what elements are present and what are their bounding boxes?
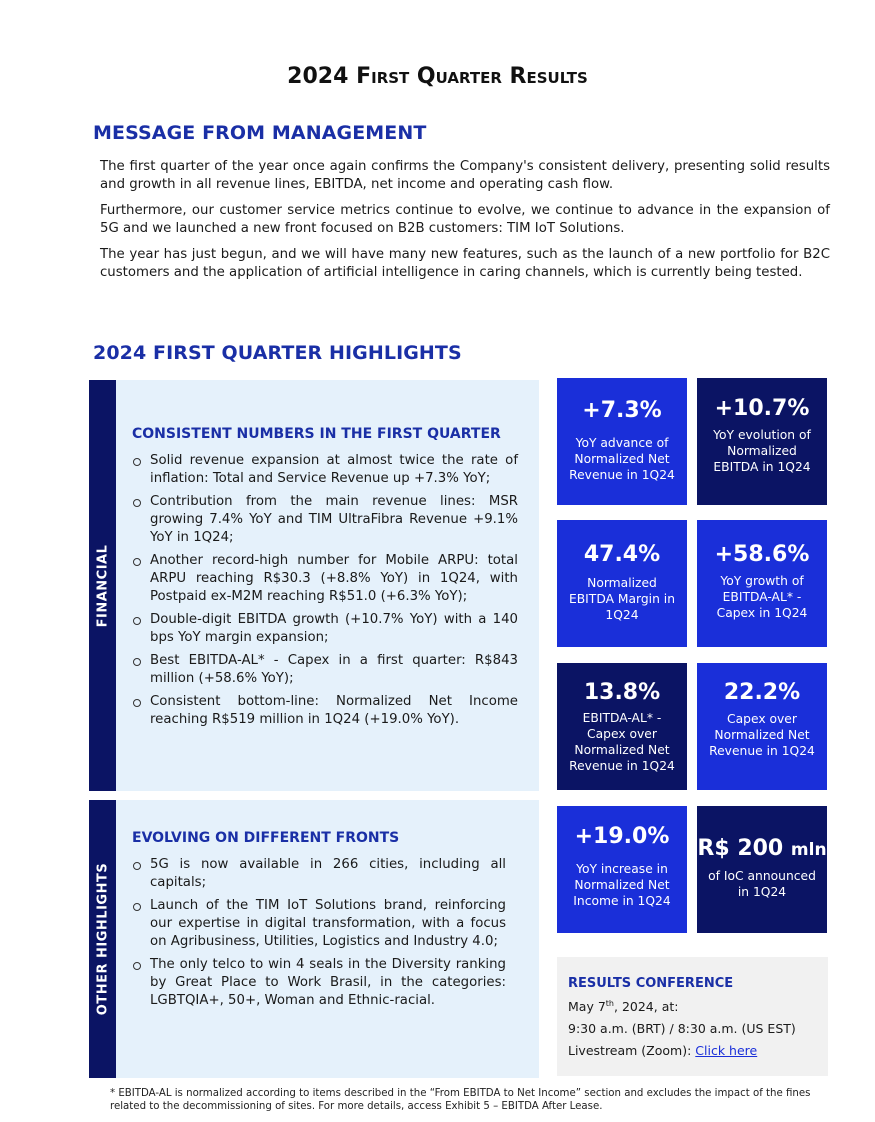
kpi-value: 47.4% (583, 542, 661, 567)
kpi-box-ebitda (697, 378, 827, 505)
kpi-label: EBITDA-AL* - Capex over Normalized Net Revenue in 1Q24 (569, 711, 675, 773)
livestream-link[interactable]: Click here (695, 1043, 758, 1058)
list-item: Consistent bottom-line: Normalized Net Income reaching R$519 million in 1Q24 (+19.0% YoY). (132, 693, 518, 729)
kpi-box-net-revenue (557, 378, 687, 505)
financial-title: CONSISTENT NUMBERS IN THE FIRST QUARTER (132, 426, 501, 442)
kpi-value-amount: R$ 200 (697, 836, 784, 861)
kpi-value: +19.0% (574, 824, 670, 849)
highlights-heading: 2024 FIRST QUARTER HIGHLIGHTS (93, 342, 462, 364)
kpi-box-capex-ratio (697, 663, 827, 790)
kpi-value: +10.7% (714, 396, 810, 421)
conference-title: RESULTS CONFERENCE (568, 976, 734, 991)
kpi-label: Capex over Normalized Net Revenue in 1Q24 (709, 712, 815, 758)
livestream-label: Livestream (Zoom): (568, 1043, 696, 1058)
conference-date-rest: , 2024, at: (614, 999, 679, 1015)
list-item: Another record-high number for Mobile ARPU: total ARPU reaching R$30.3 (+8.8% YoY) in 1Q24, with Postpaid ex-M2M reaching R$51.0 (+6.3% YoY); (132, 552, 518, 606)
other-highlights-sidebar (89, 800, 116, 1078)
management-paragraph: The year has just begun, and we will have many new features, such as the launch of a new portfolio for B2C customers and the application of artificial intelligence in caring channels, which is currently being tested. (100, 247, 830, 280)
conference-date-main: May 7 (568, 999, 606, 1015)
management-paragraph: Furthermore, our customer service metrics continue to evolve, we continue to advance in the expansion of 5G and we launched a new front focused on B2B customers: TIM IoT Solutions. (100, 203, 830, 236)
other-highlights-bullets (132, 856, 506, 1015)
list-item: Launch of the TIM IoT Solutions brand, reinforcing our expertise in digital transformation, with a focus on Agribusiness, Utilities, Logistics and Industry 4.0; (132, 897, 506, 951)
kpi-box-ioc (697, 806, 827, 933)
kpi-value: +58.6% (714, 542, 810, 567)
kpi-label: YoY advance of Normalized Net Revenue in 1Q24 (569, 436, 675, 482)
conference-livestream (568, 1043, 757, 1058)
footnote: * EBITDA-AL is normalized according to items described in the “From EBITDA to Net Income” section and excludes the impact of the fines related to the decommissioning of sites. For more details, access Exhibit 5 – EBITDA After Lease. (110, 1088, 811, 1112)
list-item: Double-digit EBITDA growth (+10.7% YoY) with a 140 bps YoY margin expansion; (132, 611, 518, 647)
kpi-label: Normalized EBITDA Margin in 1Q24 (568, 576, 676, 622)
page-title (0, 64, 875, 89)
list-item: Contribution from the main revenue lines: MSR growing 7.4% YoY and TIM UltraFibra Revenue +9.1% YoY in 1Q24; (132, 493, 518, 547)
kpi-value: 22.2% (723, 680, 801, 705)
kpi-box-ebitda-al-capex-ratio (557, 663, 687, 790)
kpi-box-net-income (557, 806, 687, 933)
financial-sidebar (89, 380, 116, 791)
list-item: 5G is now available in 266 cities, including all capitals; (132, 856, 506, 892)
kpi-label: YoY increase in Normalized Net Income in 1Q24 (573, 862, 671, 908)
kpi-label: YoY growth of EBITDA-AL* - Capex in 1Q24 (716, 574, 808, 620)
kpi-value (697, 836, 827, 861)
other-highlights-title: EVOLVING ON DIFFERENT FRONTS (132, 830, 400, 846)
results-conference (557, 957, 828, 1076)
kpi-box-ebitda-al-capex-growth (697, 520, 827, 647)
kpi-label: of IoC announced in 1Q24 (708, 869, 816, 899)
kpi-value-unit: mln (790, 840, 827, 860)
conference-date-suffix: th (605, 999, 614, 1008)
financial-bullets (132, 452, 518, 734)
management-text (100, 158, 830, 290)
list-item: Solid revenue expansion at almost twice the rate of inflation: Total and Service Revenue up +7.3% YoY; (132, 452, 518, 488)
conference-time: 9:30 a.m. (BRT) / 8:30 a.m. (US EST) (568, 1021, 796, 1036)
list-item: The only telco to win 4 seals in the Diversity ranking by Great Place to Work Brasil, in the categories: LGBTQIA+, 50+, Woman and Ethnic-racial. (132, 956, 506, 1010)
kpi-label: YoY evolution of Normalized EBITDA in 1Q24 (713, 428, 811, 474)
management-paragraph: The first quarter of the year once again confirms the Company's consistent delivery, presenting solid results and growth in all revenue lines, EBITDA, net income and operating cash flow. (100, 159, 830, 192)
other-highlights-panel (89, 800, 539, 1078)
management-heading: MESSAGE FROM MANAGEMENT (93, 122, 427, 144)
kpi-value: 13.8% (583, 680, 661, 705)
financial-panel (89, 380, 539, 791)
other-highlights-sidebar-label: OTHER HIGHLIGHTS (95, 862, 110, 1016)
kpi-box-ebitda-margin (557, 520, 687, 647)
title-year: 2024 (287, 64, 349, 89)
list-item: Best EBITDA-AL* - Capex in a first quarter: R$843 million (+58.6% YoY); (132, 652, 518, 688)
financial-sidebar-label: FINANCIAL (95, 544, 110, 627)
conference-date (568, 999, 678, 1014)
title-words: First Quarter Results (356, 64, 588, 89)
kpi-value: +7.3% (582, 398, 662, 423)
